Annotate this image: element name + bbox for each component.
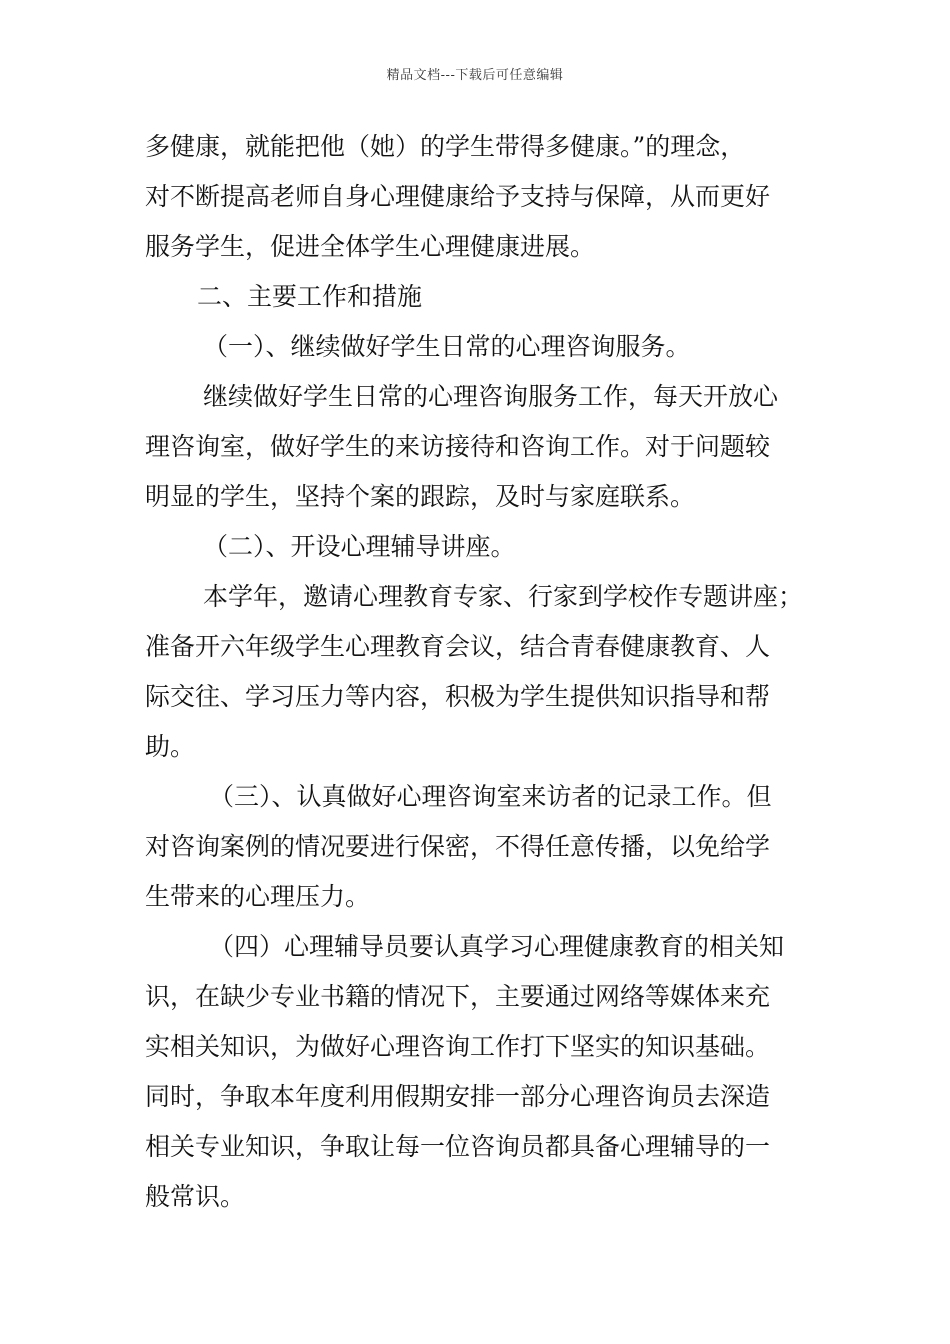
subsection-heading: （二）、开设心理辅导讲座。 — [203, 532, 516, 561]
text-line: 多健康，就能把他（她）的学生带得多健康。”的理念， — [145, 132, 746, 161]
document-body — [145, 122, 810, 1222]
subsection-heading: （三）、认真做好心理咨询室来访者的记录工作。但 — [209, 782, 772, 811]
text-line: 理咨询室，做好学生的来访接待和咨询工作。对于问题较 — [145, 432, 771, 461]
text-line: 相关专业知识，争取让每一位咨询员都具备心理辅导的一 — [145, 1132, 771, 1161]
text-line: 对不断提高老师自身心理健康给予支持与保障，从而更好 — [145, 182, 771, 211]
text-line: 本学年，邀请心理教育专家、行家到学校作专题讲座； — [203, 582, 804, 611]
text-line: 准备开六年级学生心理教育会议，结合青春健康教育、人 — [145, 632, 771, 661]
text-line: 继续做好学生日常的心理咨询服务工作，每天开放心 — [203, 382, 779, 411]
text-line: 实相关知识，为做好心理咨询工作打下坚实的知识基础。 — [145, 1032, 771, 1061]
text-line: 般常识。 — [145, 1182, 246, 1211]
text-line: 识，在缺少专业书籍的情况下，主要通过网络等媒体来充 — [145, 982, 771, 1011]
text-line: 对咨询案例的情况要进行保密，不得任意传播，以免给学 — [145, 832, 771, 861]
section-heading: 二、主要工作和措施 — [197, 282, 423, 311]
text-line: 生带来的心理压力。 — [145, 882, 371, 911]
text-line: 际交往、学习压力等内容，积极为学生提供知识指导和帮 — [145, 682, 771, 711]
text-line: 明显的学生，坚持个案的跟踪，及时与家庭联系。 — [145, 482, 696, 511]
page-header: 精品文档---下载后可任意编辑 — [386, 68, 564, 83]
text-line: 助。 — [145, 732, 196, 761]
text-line: 同时，争取本年度利用假期安排一部分心理咨询员去深造 — [145, 1082, 771, 1111]
text-line: 服务学生，促进全体学生心理健康进展。 — [145, 232, 596, 261]
subsection-heading: （四）心理辅导员要认真学习心理健康教育的相关知 — [209, 932, 785, 961]
subsection-heading: （一）、继续做好学生日常的心理咨询服务。 — [203, 332, 691, 361]
